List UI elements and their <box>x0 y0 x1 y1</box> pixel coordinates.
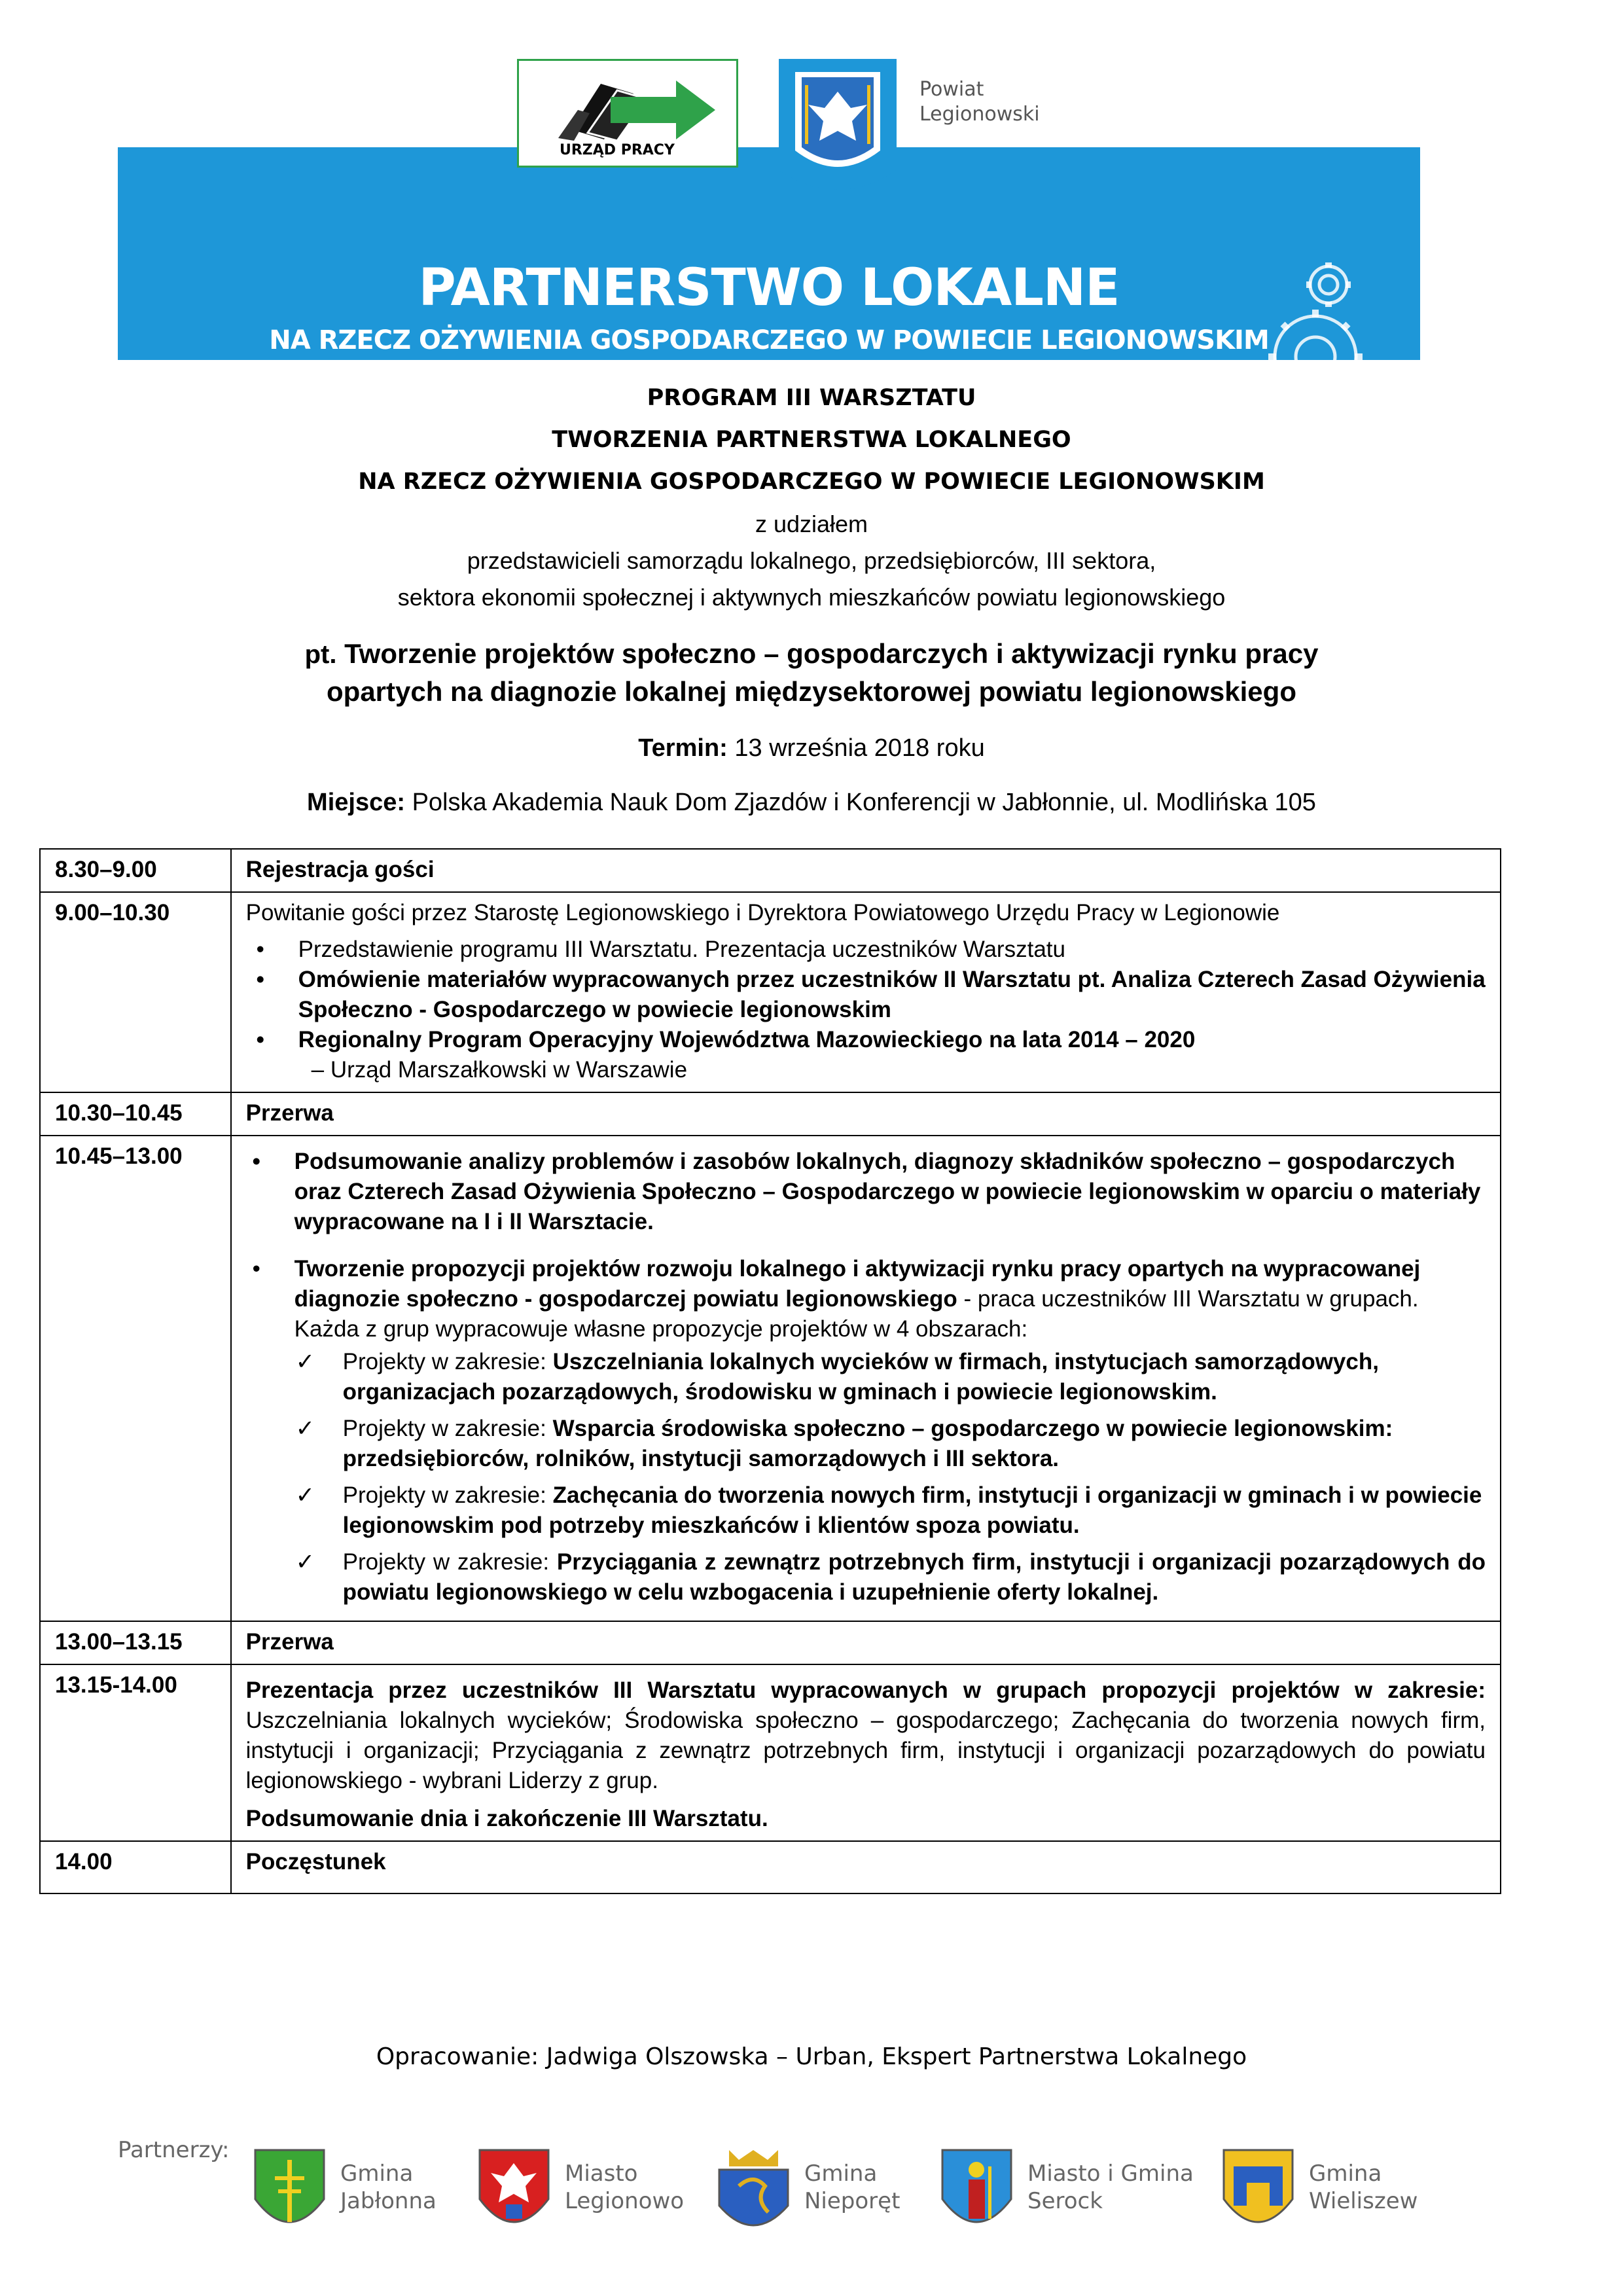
list-item: • Omówienie materiałów wypracowanych przez uczestników II Warsztatu pt. Analiza Czterech Zasad Ożywienia Społeczno - Gospodarczego w powiecie legionowskim <box>298 965 1486 1025</box>
topic-line2: opartych na diagnozie lokalnej międzysektorowej powiatu legionowskiego <box>327 676 1296 707</box>
table-row <box>40 1092 1501 1136</box>
banner-title: PARTNERSTWO LOKALNE <box>418 259 1120 317</box>
list-item-sub: – Urząd Marszałkowski w Warszawie <box>311 1057 688 1083</box>
partner-line2: Wieliszew <box>1309 2188 1418 2214</box>
time-cell: 13.00–13.15 <box>40 1621 231 1664</box>
presentation-bold: Prezentacja przez uczestników III Warsztatu wypracowanych w grupach propozycji projektów w zakresie: <box>245 1677 1486 1703</box>
partner-name <box>340 2160 437 2215</box>
list-item: • Podsumowanie analizy problemów i zasobów lokalnych, diagnozy składników społeczno – gospodarczych oraz Czterech Zasad Ożywienia Społeczno – Gospodarczego w powiecie legionowskim w oparciu o materiały wypracowane na I i II Warsztacie. <box>294 1147 1486 1237</box>
banner-subtitle: NA RZECZ OŻYWIENIA GOSPODARCZEGO W POWIECIE LEGIONOWSKIM <box>269 325 1269 355</box>
closing-text: Podsumowanie dnia i zakończenie III Warsztatu. <box>245 1806 768 1831</box>
check-prefix: Projekty w zakresie: <box>342 1349 553 1374</box>
partner-line1: Gmina <box>804 2161 878 2187</box>
topic-text1: Tworzenie projektów społeczno – gospodarczych i aktywizacji rynku pracy <box>344 638 1319 669</box>
check-prefix: Projekty w zakresie: <box>342 1549 557 1575</box>
table-row <box>40 1664 1501 1841</box>
partner-line2: Legionowo <box>565 2188 685 2214</box>
legionowo-crest-icon <box>476 2147 552 2238</box>
check-text: Przyciągania z zewnątrz potrzebnych firm, instytucji i organizacji pozarządowych do powiatu legionowskiego w celu wzbogacenia i uzupełnienie oferty lokalnej. <box>342 1549 1486 1605</box>
jablonna-crest-icon <box>252 2147 327 2238</box>
nieporet-crest-icon <box>716 2147 791 2238</box>
check-list <box>246 1347 1486 1607</box>
check-text: Wsparcia środowiska społeczno – gospodarczego w powiecie legionowskim: przedsiębiorców, rolników, instytucji samorządowych i III sektora. <box>342 1416 1393 1471</box>
partner-name <box>1027 2160 1194 2215</box>
partner-line2: Serock <box>1027 2188 1103 2214</box>
list-item-bold: Tworzenie propozycji projektów rozwoju lokalnego i aktywizacji rynku pracy opartych na wypracowanej diagnozie społeczno - gospodarczej powiatu legionowskiego <box>294 1256 1421 1312</box>
time-cell: 9.00–10.30 <box>40 892 231 1092</box>
check-prefix: Projekty w zakresie: <box>342 1416 553 1441</box>
program-title-line4: z udziałem <box>755 511 868 537</box>
bullet-list <box>246 1147 1486 1344</box>
partner-line1: Miasto i Gmina <box>1027 2161 1194 2187</box>
content-cell <box>231 1136 1501 1621</box>
topic-prefix: pt. <box>304 640 337 669</box>
table-row <box>40 849 1501 892</box>
place-label: Miejsce: <box>307 789 406 816</box>
check-text: Zachęcania do tworzenia nowych firm, instytucji i organizacji w gminach i w powiecie legionowskim pod potrzeby mieszkańców i klientów spoza powiatu. <box>342 1482 1482 1538</box>
place-line <box>0 789 1623 817</box>
powiat-line1: Powiat <box>919 78 984 101</box>
check-item <box>343 1547 1486 1607</box>
content-cell <box>231 892 1501 1092</box>
time-cell: 8.30–9.00 <box>40 849 231 892</box>
table-row <box>40 1136 1501 1621</box>
content-cell: Przerwa <box>231 1621 1501 1664</box>
list-item-rest: - praca uczestników III Warsztatu w grupach. Każda z grup wypracowuje własne propozycje projektów w 4 obszarach: <box>294 1286 1419 1342</box>
partner-line1: Gmina <box>340 2161 414 2187</box>
date-label: Termin: <box>638 734 728 762</box>
presentation-rest: Uszczelniania lokalnych wycieków; Środowiska społeczno – gospodarczego; Zachęcania do tworzenia nowych firm, instytucji i organizacji; Przyciągania z zewnątrz potrzebnych firm, instytucji i organizacji pozarządowych do powiatu legionowskiego - wybrani Liderzy z grup. <box>245 1708 1486 1793</box>
partners-label: Partnerzy: <box>118 2137 230 2163</box>
check-item <box>343 1480 1486 1541</box>
partner-name <box>804 2160 900 2215</box>
time-cell: 14.00 <box>40 1841 231 1893</box>
content-cell: Przerwa <box>231 1092 1501 1136</box>
check-prefix: Projekty w zakresie: <box>342 1482 553 1508</box>
date-value: 13 września 2018 roku <box>734 734 985 762</box>
program-title-line5: przedstawicieli samorządu lokalnego, przedsiębiorców, III sektora, <box>467 547 1156 574</box>
content-cell <box>231 1664 1501 1841</box>
list-item: • Przedstawienie programu III Warsztatu. Prezentacja uczestników Warsztatu <box>298 935 1486 965</box>
time-cell: 10.45–13.00 <box>40 1136 231 1621</box>
content-cell: Poczęstunek <box>231 1841 1501 1893</box>
list-item: • Regionalny Program Operacyjny Województwa Mazowieckiego na lata 2014 – 2020 <box>298 1025 1486 1055</box>
urzad-pracy-label: URZĄD PRACY <box>560 142 675 158</box>
wieliszew-crest-icon <box>1221 2147 1296 2238</box>
partner-line1: Miasto <box>565 2161 638 2187</box>
powiat-legionowski-text <box>919 77 1040 127</box>
serock-crest-icon <box>939 2147 1014 2238</box>
date-line <box>0 734 1623 762</box>
partner-name <box>1309 2160 1418 2215</box>
program-title-line2: TWORZENIA PARTNERSTWA LOKALNEGO <box>552 427 1071 453</box>
partner-name <box>565 2160 684 2215</box>
presentation-text <box>246 1676 1486 1796</box>
partner-line2: Nieporęt <box>804 2188 901 2214</box>
row-intro: Powitanie gości przez Starostę Legionowskiego i Dyrektora Powiatowego Urzędu Pracy w Legionowie <box>245 900 1280 925</box>
program-table <box>39 848 1501 1894</box>
check-item <box>343 1347 1486 1407</box>
time-cell: 10.30–10.45 <box>40 1092 231 1136</box>
content-cell: Rejestracja gości <box>231 849 1501 892</box>
program-title-line3: NA RZECZ OŻYWIENIA GOSPODARCZEGO W POWIECIE LEGIONOWSKIM <box>358 469 1265 495</box>
urzad-pracy-logo <box>517 59 738 168</box>
program-title-line6: sektora ekonomii społecznej i aktywnych mieszkańców powiatu legionowskiego <box>397 584 1226 611</box>
program-title-line1: PROGRAM III WARSZTATU <box>647 385 976 411</box>
check-text: Uszczelniania lokalnych wycieków w firmach, instytucjach samorządowych, organizacjach pozarządowych, środowisku w gminach i powiecie legionowskim. <box>342 1349 1379 1405</box>
bullet-list <box>246 935 1486 1055</box>
powiat-legionowski-crest-icon <box>779 59 897 203</box>
partner-line1: Gmina <box>1309 2161 1382 2187</box>
place-value: Polska Akademia Nauk Dom Zjazdów i Konferencji w Jabłonnie, ul. Modlińska 105 <box>412 789 1316 816</box>
table-row <box>40 1841 1501 1893</box>
table-row <box>40 892 1501 1092</box>
topic-line1 <box>0 638 1623 670</box>
list-item <box>294 1254 1486 1344</box>
table-row <box>40 1621 1501 1664</box>
header <box>118 59 1420 360</box>
partner-line2: Jabłonna <box>340 2188 437 2214</box>
time-cell: 13.15-14.00 <box>40 1664 231 1841</box>
author-note: Opracowanie: Jadwiga Olszowska – Urban, Ekspert Partnerstwa Lokalnego <box>376 2043 1247 2070</box>
check-item <box>343 1414 1486 1474</box>
powiat-line2: Legionowski <box>919 103 1040 126</box>
header-banner <box>118 147 1420 360</box>
